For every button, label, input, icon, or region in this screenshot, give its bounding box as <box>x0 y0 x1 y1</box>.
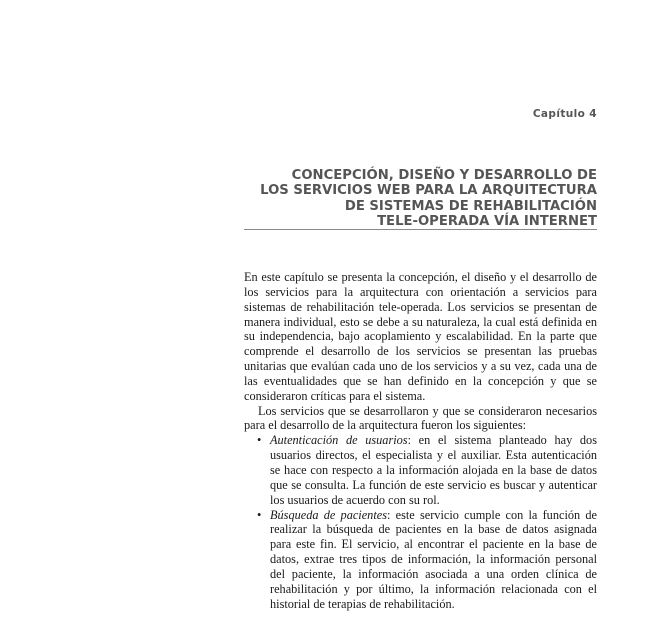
chapter-title-line: CONCEPCIÓN, DISEÑO Y DESARROLLO DE <box>291 168 597 183</box>
service-description: : en el sistema planteado hay dos usuarios directos, el especialista y el auxiliar. Esta autenticación se hace con respecto a la información alojada en la base de datos que se consulta. La función de este servicio es buscar y autenticar los usuarios de acuerdo con su rol. <box>270 433 597 507</box>
chapter-title-line: LOS SERVICIOS WEB PARA LA ARQUITECTURA <box>260 183 597 199</box>
service-list <box>244 433 597 611</box>
chapter-title-line: TELE-OPERADA VÍA INTERNET <box>377 213 597 229</box>
body-paragraph: En este capítulo se presenta la concepción, el diseño y el desarrollo de los servicios para la arquitectura con orientación a servicios para sistemas de rehabilitación tele-operada. Los servicios se presentan de manera individual, esto se debe a su naturaleza, la cual está definida en su independencia, bajo acoplamiento y escalabilidad. En la parte que comprende el desarrollo de los servicios se presentan las pruebas unitarias que evalúan cada uno de los servicios y a su vez, cada una de las eventualidades que se han definido en la concepción y que se consideraron críticas para el sistema. <box>244 270 597 403</box>
service-description: : este servicio cumple con la función de realizar la búsqueda de pacientes en la base de datos asignada para este fin. El servicio, al encontrar el paciente en la base de datos, extrae tres tipos de información, la información personal del paciente, la información asociada a una orden clínica de rehabilitación y por último, la información relacionada con el historial de terapias de rehabilitación. <box>270 507 597 611</box>
list-item <box>244 508 597 612</box>
title-divider <box>244 229 597 230</box>
body-text <box>244 270 597 611</box>
bullet-icon: • <box>257 507 262 522</box>
chapter-label: Capítulo 4 <box>532 108 597 120</box>
service-name: Autenticación de usuarios <box>270 433 408 448</box>
list-item <box>244 433 597 507</box>
chapter-title <box>244 168 597 229</box>
service-name: Búsqueda de pacientes <box>270 507 387 522</box>
chapter-title-line: DE SISTEMAS DE REHABILITACIÓN <box>344 198 597 214</box>
body-paragraph: Los servicios que se desarrollaron y que se consideraron necesarios para el desarrollo de la arquitectura fueron los siguientes: <box>244 403 597 433</box>
bullet-icon: • <box>257 433 262 448</box>
